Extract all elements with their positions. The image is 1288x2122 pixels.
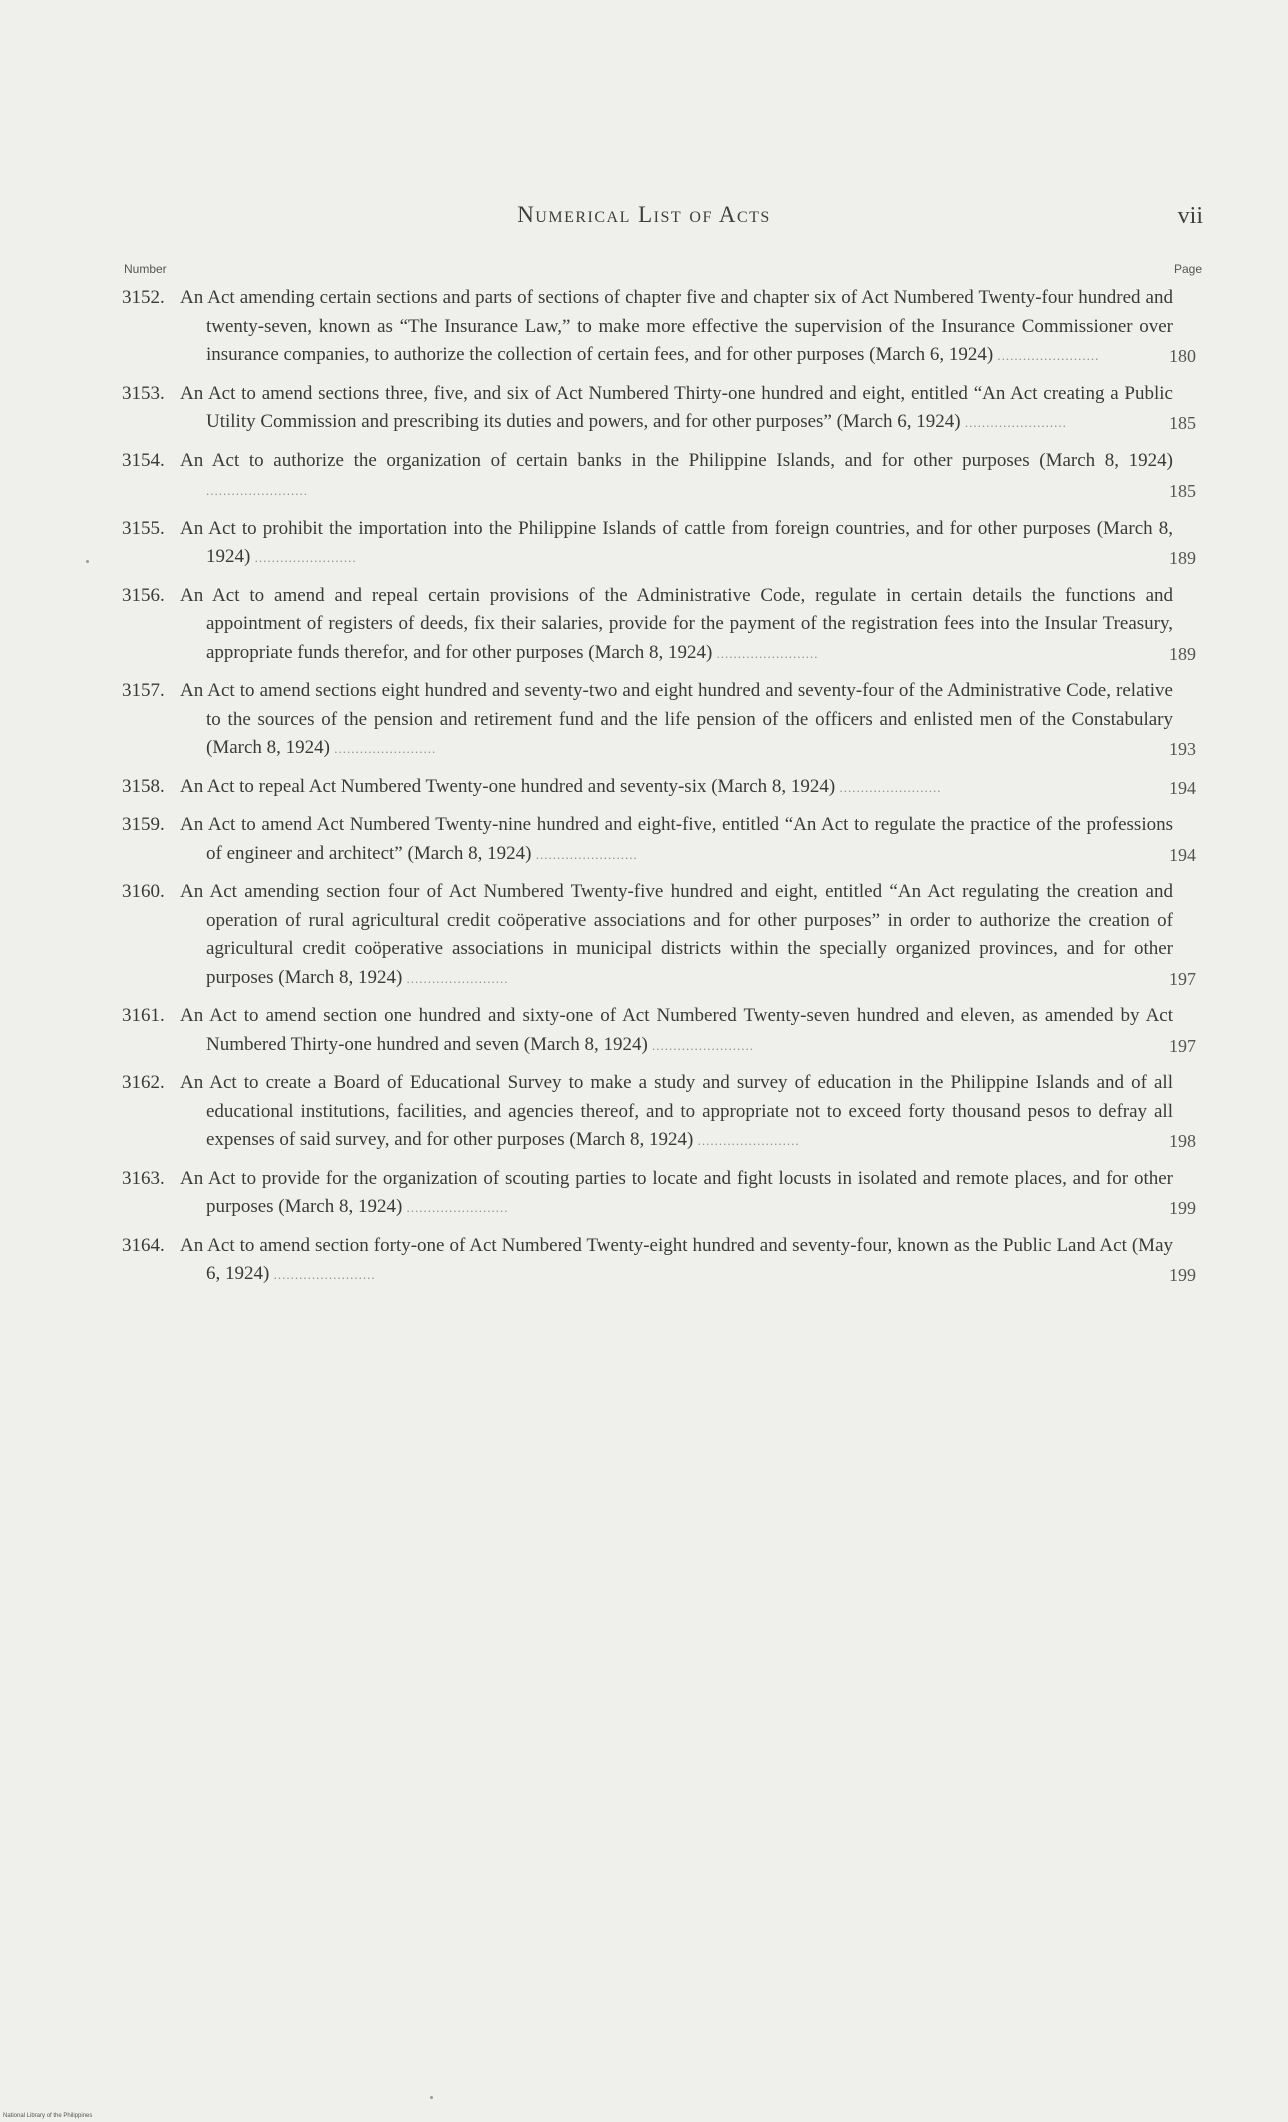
list-item — [122, 1165, 1196, 1223]
act-page-number: 189 — [1169, 643, 1196, 664]
act-title-text: An Act to amend sections eight hundred and seventy-two and eight hundred and seventy-four of the Administrative Code, relative to the sources of the pension and retirement fund and the life pension of the officers and enlisted men of the Constabulary (March 8, 1924) — [180, 680, 1173, 758]
act-page-number: 194 — [1169, 844, 1196, 865]
dot-leader: ........................ — [647, 1037, 755, 1053]
acts-list — [122, 284, 1196, 1299]
act-title — [180, 515, 1173, 573]
page-mark — [86, 560, 89, 563]
list-item — [122, 380, 1196, 438]
act-page-number: 180 — [1169, 346, 1196, 366]
act-title — [180, 1069, 1173, 1156]
list-item — [122, 582, 1196, 669]
list-item — [122, 1232, 1196, 1290]
act-page-number: 193 — [1169, 739, 1196, 759]
act-page-number: 194 — [1169, 777, 1196, 798]
act-number: 3162. — [122, 1072, 165, 1093]
act-title-text: An Act to amend and repeal certain provisions of the Administrative Code, regulate in certain details the functions and appointment of registers of deeds, fix their salaries, provide for the payment of the registration fees into the Insular Treasury, appropriate funds therefor, and for other purposes (March 8, 1924) — [180, 584, 1173, 663]
dot-leader: ........................ — [269, 1267, 376, 1282]
act-number: 3160. — [122, 881, 165, 902]
dot-leader: ........................ — [206, 483, 308, 498]
dot-leader: ........................ — [250, 550, 357, 565]
act-page-number: 197 — [1169, 1035, 1196, 1056]
act-page-number: 199 — [1169, 1265, 1196, 1285]
act-page-number: 198 — [1169, 1131, 1196, 1151]
act-number: 3157. — [122, 680, 165, 701]
list-item — [122, 447, 1196, 506]
act-title-text: An Act to create a Board of Educational Survey to make a study and survey of education in the Philippine Islands and of all educational institutions, facilities, and agencies thereof, and to appropriate not to exceed forty thousand pesos to defray all expenses of said survey, and for other purposes (March 8, 1924) — [180, 1072, 1173, 1150]
dot-leader: ........................ — [402, 1200, 509, 1215]
page-column-label: Page — [1173, 262, 1202, 276]
act-number: 3158. — [122, 775, 165, 797]
page-number: vii — [1177, 203, 1203, 229]
act-title-text: An Act to provide for the organization of scouting parties to locate and fight locusts in isolated and remote places, and for other purposes (March 8, 1924) — [180, 1167, 1173, 1217]
act-page-number: 185 — [1169, 413, 1196, 433]
act-title — [180, 811, 1173, 869]
dot-leader: ........................ — [402, 970, 509, 986]
act-number: 3159. — [122, 814, 165, 835]
page-mark — [430, 2096, 433, 2099]
act-title-text: An Act to amend section one hundred and sixty-one of Act Numbered Twenty-seven hundred and eleven, as amended by Act Numbered Thirty-one hundred and seven (March 8, 1924) — [180, 1005, 1173, 1055]
act-number: 3161. — [122, 1005, 165, 1026]
act-title-text: An Act to authorize the organization of certain banks in the Philippine Islands, and for other purposes (March 8, 1924) — [180, 449, 1173, 471]
list-item — [122, 811, 1196, 869]
act-title — [180, 284, 1173, 371]
act-title-text: An Act to amend Act Numbered Twenty-nine hundred and eight-five, entitled “An Act to regulate the practice of the professions of engineer and architect” (March 8, 1924) — [180, 814, 1173, 864]
act-page-number: 185 — [1169, 481, 1196, 501]
act-title — [180, 773, 1173, 803]
list-item — [122, 773, 1196, 803]
list-item — [122, 515, 1196, 573]
page-title: Numerical List of Acts — [517, 202, 771, 227]
list-item — [122, 878, 1196, 993]
dot-leader: ........................ — [531, 846, 638, 862]
act-title — [180, 380, 1173, 438]
dot-leader: ........................ — [835, 779, 942, 795]
list-item — [122, 284, 1196, 371]
list-item — [122, 677, 1196, 764]
number-column-label: Number — [124, 262, 167, 276]
list-item — [122, 1069, 1196, 1156]
act-page-number: 197 — [1169, 968, 1196, 989]
act-title-text: An Act to amend sections three, five, and six of Act Numbered Thirty-one hundred and eight, entitled “An Act creating a Public Utility Commission and prescribing its duties and powers, and for other purposes” (March 6, 1924) — [180, 382, 1173, 432]
dot-leader: ........................ — [993, 348, 1100, 363]
act-number: 3164. — [122, 1234, 165, 1256]
act-title — [180, 1165, 1173, 1223]
act-title-text: An Act amending section four of Act Numbered Twenty-five hundred and eight, entitled “An Act regulating the creation and operation of rural agricultural credit coöperative associations and for other purposes” in order to authorize the creation of agricultural credit coöperative associations in municipal districts within the specially organized provinces, and for other purposes (March 8, 1924) — [180, 881, 1173, 988]
act-title — [180, 1232, 1173, 1290]
dot-leader: ........................ — [712, 645, 819, 661]
act-number: 3163. — [122, 1167, 165, 1189]
dot-leader: ........................ — [693, 1133, 800, 1148]
act-title — [180, 1002, 1173, 1060]
act-number: 3152. — [122, 287, 165, 308]
act-title-text: An Act to repeal Act Numbered Twenty-one hundred and seventy-six (March 8, 1924) — [180, 775, 836, 797]
act-number: 3154. — [122, 449, 165, 471]
act-page-number: 189 — [1169, 548, 1196, 568]
act-page-number: 199 — [1169, 1198, 1196, 1218]
act-number: 3156. — [122, 584, 165, 606]
act-title — [180, 582, 1173, 669]
act-title-text: An Act amending certain sections and parts of sections of chapter five and chapter six of Act Numbered Twenty-four hundred and twenty-seven, known as “The Insurance Law,” to make more effective the supervision of the Insurance Commissioner over insurance companies, to authorize the collection of certain fees, and for other purposes (March 6, 1924) — [180, 287, 1173, 365]
footer-credit: National Library of the Philippines — [3, 2113, 93, 2119]
act-title — [180, 447, 1173, 506]
act-title — [180, 677, 1173, 764]
act-number: 3153. — [122, 382, 165, 404]
dot-leader: ........................ — [330, 741, 437, 756]
act-title-text: An Act to amend section forty-one of Act Numbered Twenty-eight hundred and seventy-four, known as the Public Land Act (May 6, 1924) — [180, 1234, 1173, 1284]
dot-leader: ........................ — [960, 415, 1067, 430]
act-title — [180, 878, 1173, 993]
list-item — [122, 1002, 1196, 1060]
act-number: 3155. — [122, 517, 165, 539]
act-title-text: An Act to prohibit the importation into the Philippine Islands of cattle from foreign countries, and for other purposes (March 8, 1924) — [180, 517, 1173, 567]
